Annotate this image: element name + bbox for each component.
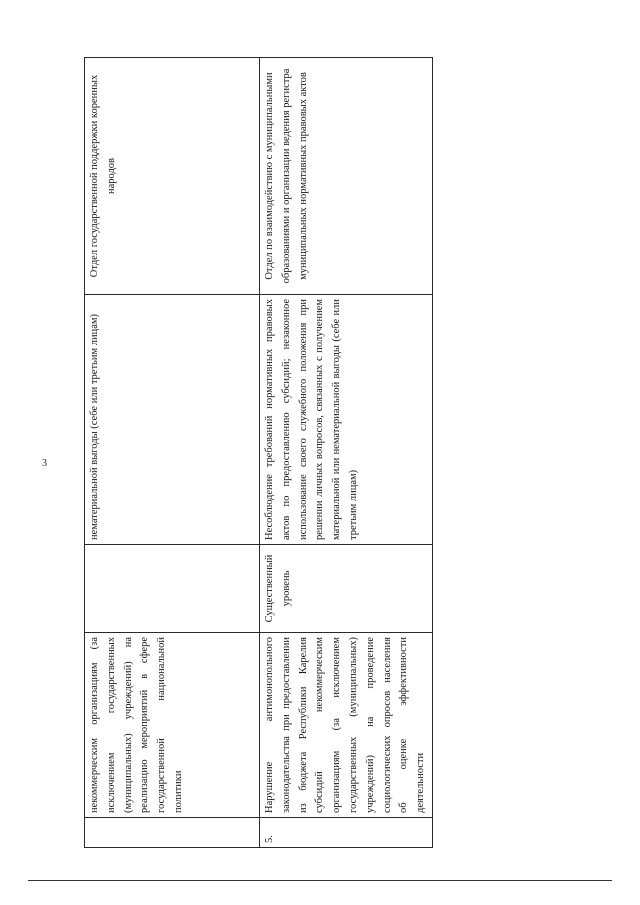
risk-description-cell: Несоблюдение требований нормативных правовых актов по предоставлению субсидий; незаконное использование своего служебного положения при решении личных вопросов, связанных с получением материальной или нематериальной выгоды (себе или третьим лицам) [260, 295, 433, 545]
violation-cell: Нарушение антимонопольного законодательства при предоставлении из бюджета Республики Карелия субсидий некоммерческим организациям (за исключением государственных (муниципальных) учреждений) на проведение социологических опросов населения об оценке эффективности деятельности [260, 633, 433, 818]
rotated-table-container [84, 58, 427, 848]
responsible-unit-cell: Отдел государственной поддержки коренных народов [85, 58, 260, 295]
risk-level-cell: Существенный уровень [260, 545, 433, 633]
risk-description-cell: нематериальной выгоды (себе или третьим лицам) [85, 295, 260, 545]
footer-divider [28, 880, 612, 881]
corruption-risk-table [84, 57, 433, 848]
row-number [85, 818, 260, 848]
page-number: 3 [42, 458, 47, 469]
table-row [260, 58, 433, 848]
violation-cell: некоммерческим организациям (за исключением государственных (муниципальных) учреждений) на реализацию мероприятий в сфере государственной национальной политики [85, 633, 260, 818]
table-row [85, 58, 260, 848]
risk-level-cell [85, 545, 260, 633]
row-number: 5. [260, 818, 433, 848]
responsible-unit-cell: Отдел по взаимодействию с муниципальными образованиями и организации ведения регистра муниципальных нормативных правовых актов [260, 58, 433, 295]
